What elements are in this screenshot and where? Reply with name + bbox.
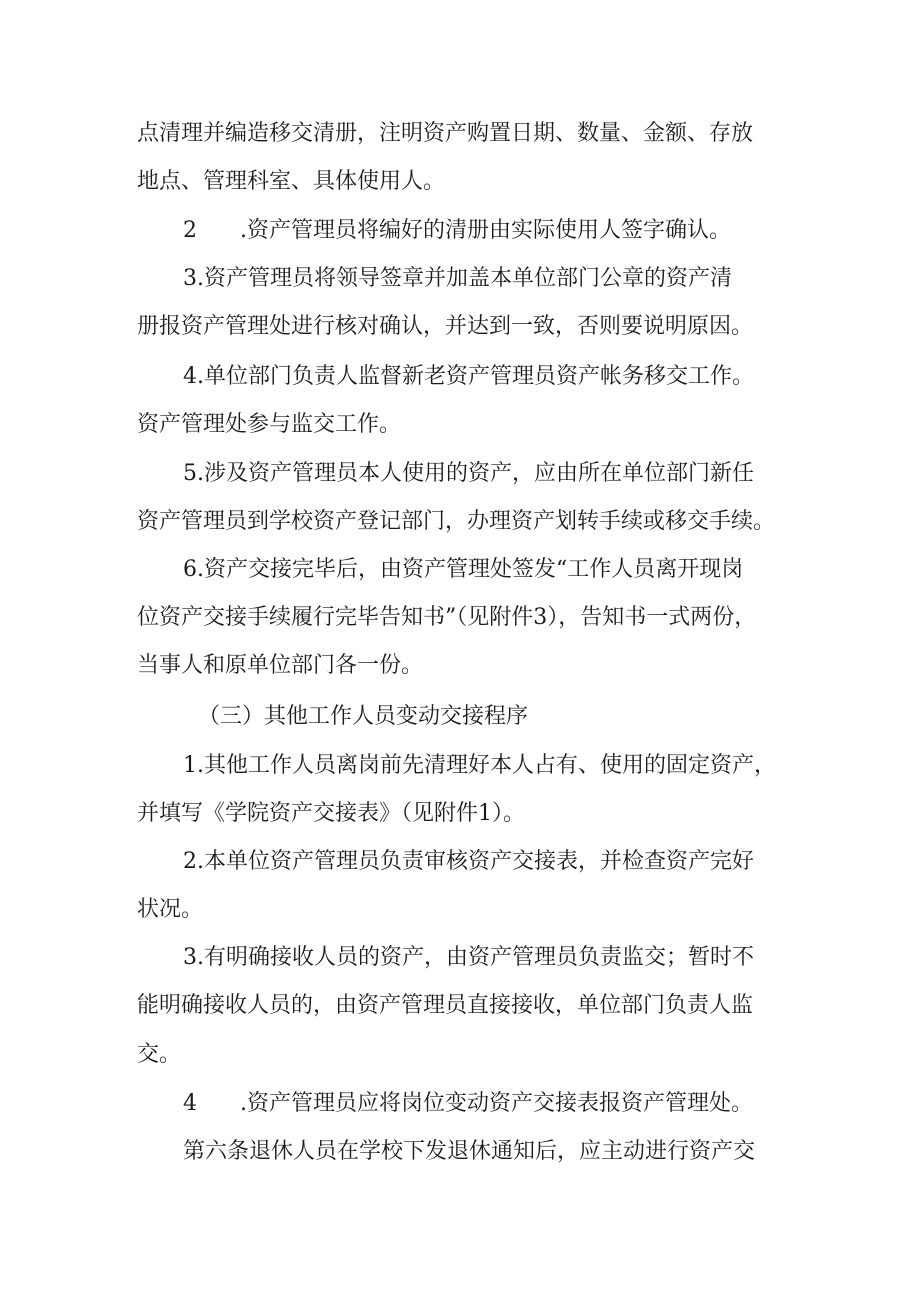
text-line bbox=[0, 986, 920, 1026]
line-text: .资产管理员将编好的清册由实际使用人签字确认。 bbox=[240, 218, 731, 243]
list-number: 4 bbox=[183, 1091, 197, 1116]
text-line bbox=[0, 211, 920, 251]
text-line bbox=[0, 114, 920, 154]
line-text: 5.涉及资产管理员本人使用的资产，应由所在单位部门新任 bbox=[183, 461, 754, 486]
text-line bbox=[0, 162, 920, 202]
line-text: 6.资产交接完毕后，由资产管理处签发“工作人员离开现岗 bbox=[183, 557, 744, 582]
text-line bbox=[0, 405, 920, 445]
line-text: 2.本单位资产管理员负责审核资产交接表，并检查资产完好 bbox=[183, 849, 754, 874]
text-line bbox=[0, 842, 920, 882]
line-text: 4.单位部门负责人监督新老资产管理员资产帐务移交工作。 bbox=[183, 364, 754, 389]
line-text: 状况。 bbox=[137, 897, 204, 922]
line-text: 点清理并编造移交清册，注明资产购置日期、数量、金额、存放 bbox=[137, 121, 754, 146]
line-text: .资产管理员应将岗位变动资产交接表报资产管理处。 bbox=[240, 1091, 753, 1116]
line-text: 第六条退休人员在学校下发退休通知后，应主动进行资产交 bbox=[183, 1139, 756, 1164]
line-text: 资产管理员到学校资产登记部门，办理资产划转手续或移交手续。 bbox=[137, 509, 776, 534]
line-text: 3.有明确接收人员的资产，由资产管理员负责监交；暂时不 bbox=[183, 945, 754, 970]
text-line bbox=[0, 746, 920, 786]
text-line bbox=[0, 890, 920, 930]
line-text: 当事人和原单位部门各一份。 bbox=[137, 653, 424, 678]
line-text: 册报资产管理处进行核对确认，并达到一致，否则要说明原因。 bbox=[137, 314, 754, 339]
text-line bbox=[0, 1132, 920, 1172]
text-line bbox=[0, 454, 920, 494]
text-line bbox=[0, 938, 920, 978]
line-text: 资产管理处参与监交工作。 bbox=[137, 412, 402, 437]
text-line bbox=[0, 550, 920, 590]
line-text: 1.其他工作人员离岗前先清理好本人占有、使用的固定资产， bbox=[183, 753, 776, 778]
line-text: 位资产交接手续履行完毕告知书”（见附件3），告知书一式两份， bbox=[137, 605, 757, 630]
text-line bbox=[0, 1084, 920, 1124]
text-line bbox=[0, 1035, 920, 1075]
line-text: 能明确接收人员的，由资产管理员直接接收，单位部门负责人监 bbox=[137, 993, 754, 1018]
text-line bbox=[0, 502, 920, 542]
text-line bbox=[0, 598, 920, 638]
text-line bbox=[0, 357, 920, 397]
section-heading-text: （三）其他工作人员变动交接程序 bbox=[198, 704, 529, 729]
line-text: 3.资产管理员将领导签章并加盖本单位部门公章的资产清 bbox=[183, 266, 732, 291]
section-heading bbox=[0, 697, 920, 737]
text-line bbox=[0, 646, 920, 686]
list-number: 2 bbox=[183, 218, 197, 243]
text-line bbox=[0, 307, 920, 347]
text-line bbox=[0, 259, 920, 299]
line-text: 并填写《学院资产交接表》（见附件1）。 bbox=[137, 801, 525, 826]
line-text: 地点、管理科室、具体使用人。 bbox=[137, 169, 446, 194]
text-line bbox=[0, 794, 920, 834]
line-text: 交。 bbox=[137, 1042, 182, 1067]
